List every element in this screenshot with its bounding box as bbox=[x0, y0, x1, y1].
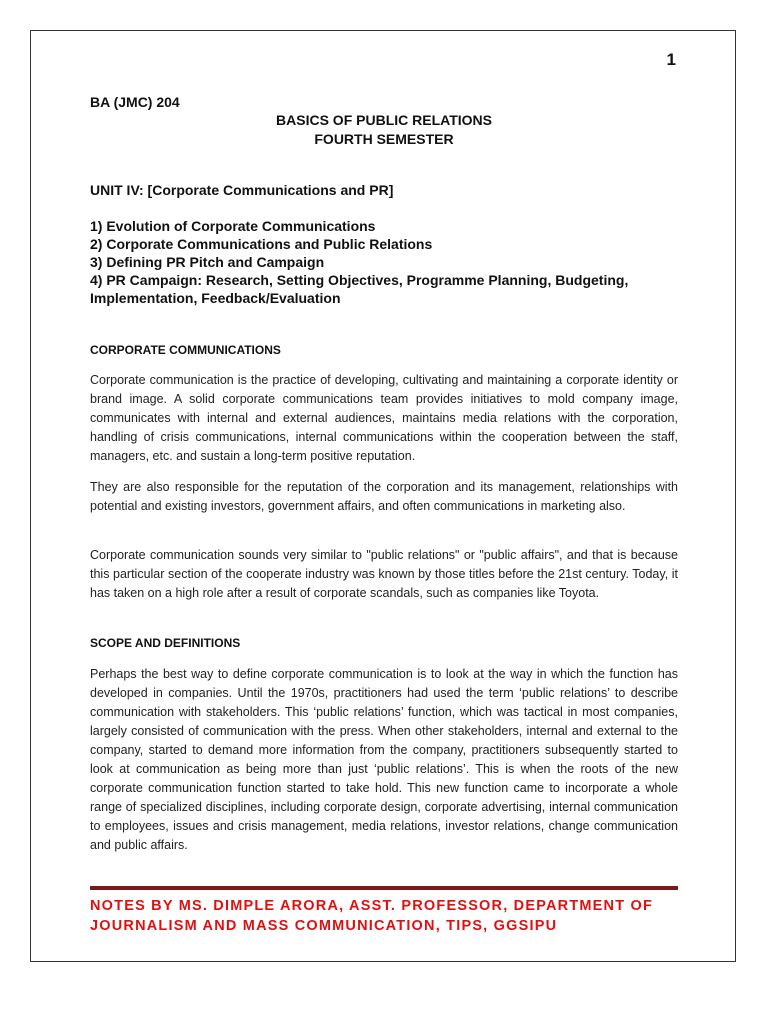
paragraph: Perhaps the best way to define corporate communication is to look at the way in which the function has developed in companies. Until the 1970s, practitioners had used the term ‘public relations’ to describe communication with stakeholders. This ‘public relations’ function, which was tactical in most companies, largely consisted of communication with the press. When other stakeholders, internal and external to the company, started to demand more information from the company, practitioners subsequently started to look at communication as being more than just ‘public relations’. This is when the roots of the new corporate communication function started to take hold. This new function came to incorporate a whole range of specialized disciplines, including corporate design, corporate advertising, internal communication to employees, issues and crisis management, media relations, investor relations, change communication and public affairs. bbox=[90, 667, 678, 852]
paragraph: Corporate communication sounds very similar to "public relations" or "public affairs", and that is because this particular section of the cooperate industry was known by those titles before the 21st century. Today, it has taken on a high role after a result of corporate scandals, such as companies like Toyota. bbox=[90, 548, 678, 600]
footer-line: JOURNALISM AND MASS COMMUNICATION, TIPS, GGSIPU bbox=[90, 918, 558, 934]
topic-list bbox=[90, 217, 680, 307]
title-block bbox=[90, 111, 678, 149]
footer-line: NOTES BY MS. DIMPLE ARORA, ASST. PROFESSOR, DEPARTMENT OF bbox=[90, 898, 654, 914]
topic-item: 4) PR Campaign: Research, Setting Objectives, Programme Planning, Budgeting, Implementation, Feedback/Evaluation bbox=[90, 272, 629, 306]
paragraph: Corporate communication is the practice of developing, cultivating and maintaining a corporate identity or brand image. A solid corporate communications team provides initiatives to mold company image, communicates with internal and external audiences, maintains media relations with the corporation, handling of crisis communications, internal communications within the cooperation between the staff, managers, etc. and sustain a long-term positive reputation. bbox=[90, 373, 678, 463]
topic-item: 1) Evolution of Corporate Communications bbox=[90, 218, 376, 234]
footer-rule bbox=[90, 886, 678, 890]
paragraph: They are also responsible for the reputation of the corporation and its management, relationships with potential and existing investors, government affairs, and often communications in marketing also. bbox=[90, 480, 678, 513]
section-heading-scope-definitions: SCOPE AND DEFINITIONS bbox=[90, 636, 241, 650]
unit-heading: UNIT IV: [Corporate Communications and PR] bbox=[90, 182, 394, 198]
page-number: 1 bbox=[666, 50, 676, 69]
topic-item: 2) Corporate Communications and Public Relations bbox=[90, 236, 433, 252]
semester-label: FOURTH SEMESTER bbox=[314, 131, 454, 147]
document-title: BASICS OF PUBLIC RELATIONS bbox=[276, 112, 492, 128]
footer-note bbox=[90, 896, 690, 936]
course-code: BA (JMC) 204 bbox=[90, 94, 180, 110]
section-heading-corporate-communications: CORPORATE COMMUNICATIONS bbox=[90, 343, 281, 357]
topic-item: 3) Defining PR Pitch and Campaign bbox=[90, 254, 325, 270]
